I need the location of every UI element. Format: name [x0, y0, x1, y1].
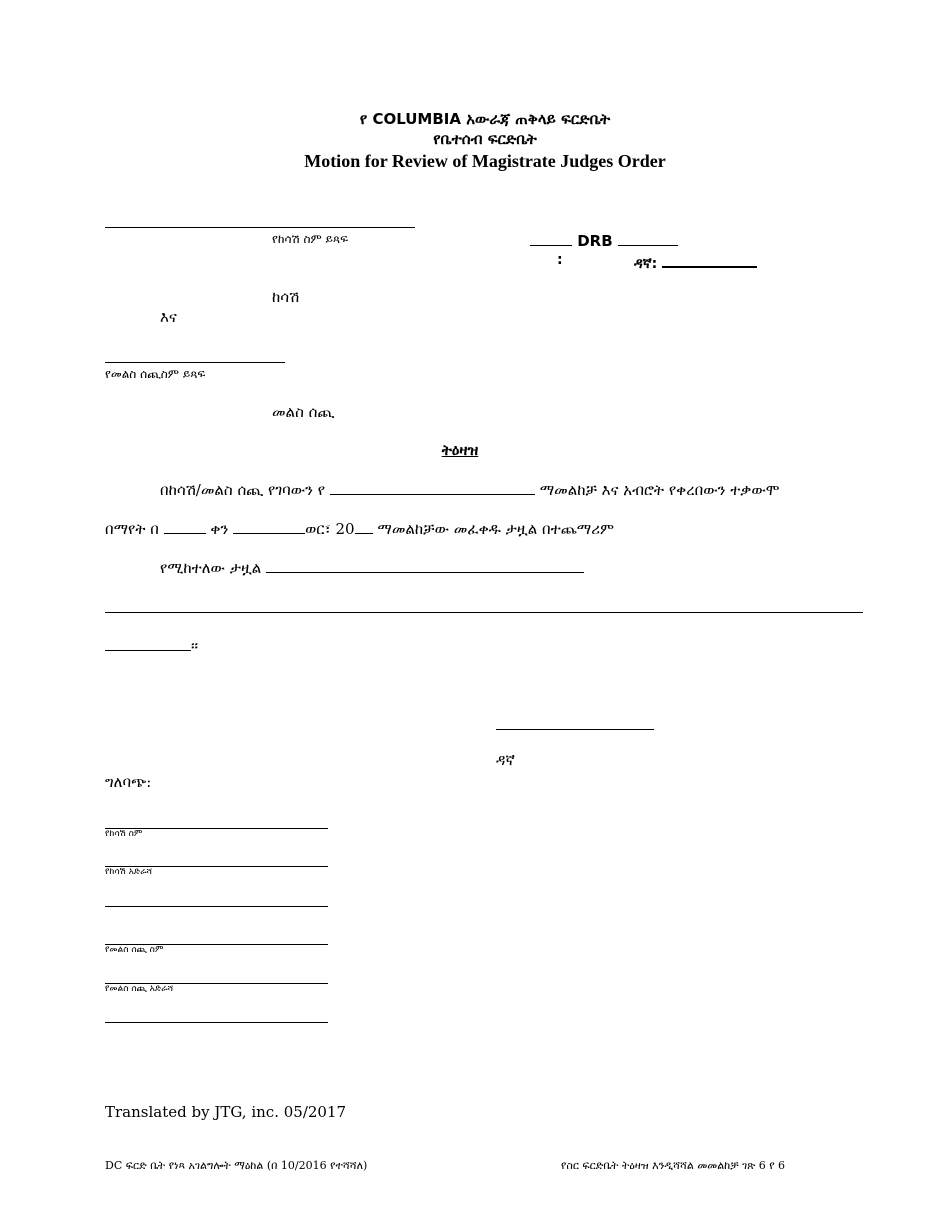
case-colon: :: [557, 252, 563, 268]
defendant-name-label: የመልስ ሰጪስም ይጻፍ: [105, 367, 206, 381]
order-line-1-start: በከሳሽ/መልስ ሰጪ የገባውን የ: [160, 481, 326, 499]
copies-heading: ግለባጭ:: [105, 773, 152, 791]
plaintiff-address-caption: የከሳሽ አድራሻ: [105, 867, 153, 877]
defendant-address-caption: የመልስ ሰጪ አድራሻ: [105, 984, 174, 994]
year-blank[interactable]: [355, 519, 373, 534]
order-line-3-start: የሚከተለው ታዟል: [160, 559, 262, 577]
order-line-3: [160, 558, 584, 577]
order-line-2-day: ቀን: [210, 520, 229, 538]
defendant-address-field-2[interactable]: [105, 1022, 328, 1023]
and-word: እና: [160, 308, 177, 326]
case-number-blank[interactable]: [618, 231, 678, 246]
order-line-1-end: ማመልከቻ እና አብሮት የቀረበውን ተቃውሞ: [539, 481, 780, 499]
judge-caption-label: ዳኛ:: [634, 256, 658, 272]
motion-type-blank[interactable]: [330, 480, 535, 495]
document-title: Motion for Review of Magistrate Judges Order: [304, 151, 666, 171]
day-blank[interactable]: [164, 519, 206, 534]
court-name: የ COLUMBIA አውራጃ ጠቅላይ ፍርድቤት: [359, 110, 611, 128]
case-prefix-blank[interactable]: [530, 231, 572, 246]
month-blank[interactable]: [233, 519, 305, 534]
order-heading: ትዕዛዝ: [441, 441, 479, 459]
plaintiff-name-line[interactable]: [105, 227, 415, 228]
translation-credit: Translated by JTG, inc. 05/2017: [105, 1103, 347, 1121]
order-line-5-end: ፡፡: [191, 637, 199, 655]
plaintiff-name-caption: የከሳሽ ስም: [105, 829, 143, 839]
plaintiff-address-field-2[interactable]: [105, 906, 328, 907]
plaintiff-role: ከሳሽ: [272, 288, 300, 306]
judge-signature-label: ዳኛ: [496, 751, 515, 769]
order-line-2-start: በማየት በ: [105, 520, 159, 538]
further-order-line[interactable]: [105, 612, 863, 613]
court-division: የቤተሰብ ፍርድቤት: [433, 130, 537, 148]
plaintiff-name-label: የከሳሽ ስም ይጻፍ: [272, 232, 349, 246]
defendant-name-line[interactable]: [105, 362, 285, 363]
judge-caption: [634, 252, 757, 272]
further-order-end-blank[interactable]: [105, 636, 191, 651]
footer-left-note: DC ፍርድ ቤት የነጻ አገልግሎት ማዕከል (በ 10/2016 የተሻሻለ): [105, 1159, 368, 1172]
footer-page-info: የስር ፍርድቤት ትዕዛዝ እንዲሻሻል መመልከቻ ገጽ 6 የ 6: [561, 1159, 786, 1172]
order-line-2: [105, 519, 614, 538]
case-number-label: DRB: [577, 232, 613, 250]
defendant-role: መልስ ሰጪ: [272, 403, 335, 421]
order-line-2-month: ወር፣ 20: [305, 520, 355, 538]
case-number: [530, 231, 678, 250]
order-line-1: [160, 480, 779, 499]
judge-name-blank[interactable]: [662, 252, 757, 268]
judge-signature-line[interactable]: [496, 729, 654, 730]
defendant-name-caption: የመልስ ሰጪ ስም: [105, 945, 164, 955]
further-order-blank[interactable]: [266, 558, 584, 573]
order-line-5: [105, 636, 198, 655]
order-line-2-end: ማመልከቻው መፈቀዱ ታዟል በተጨማሪም: [377, 520, 615, 538]
